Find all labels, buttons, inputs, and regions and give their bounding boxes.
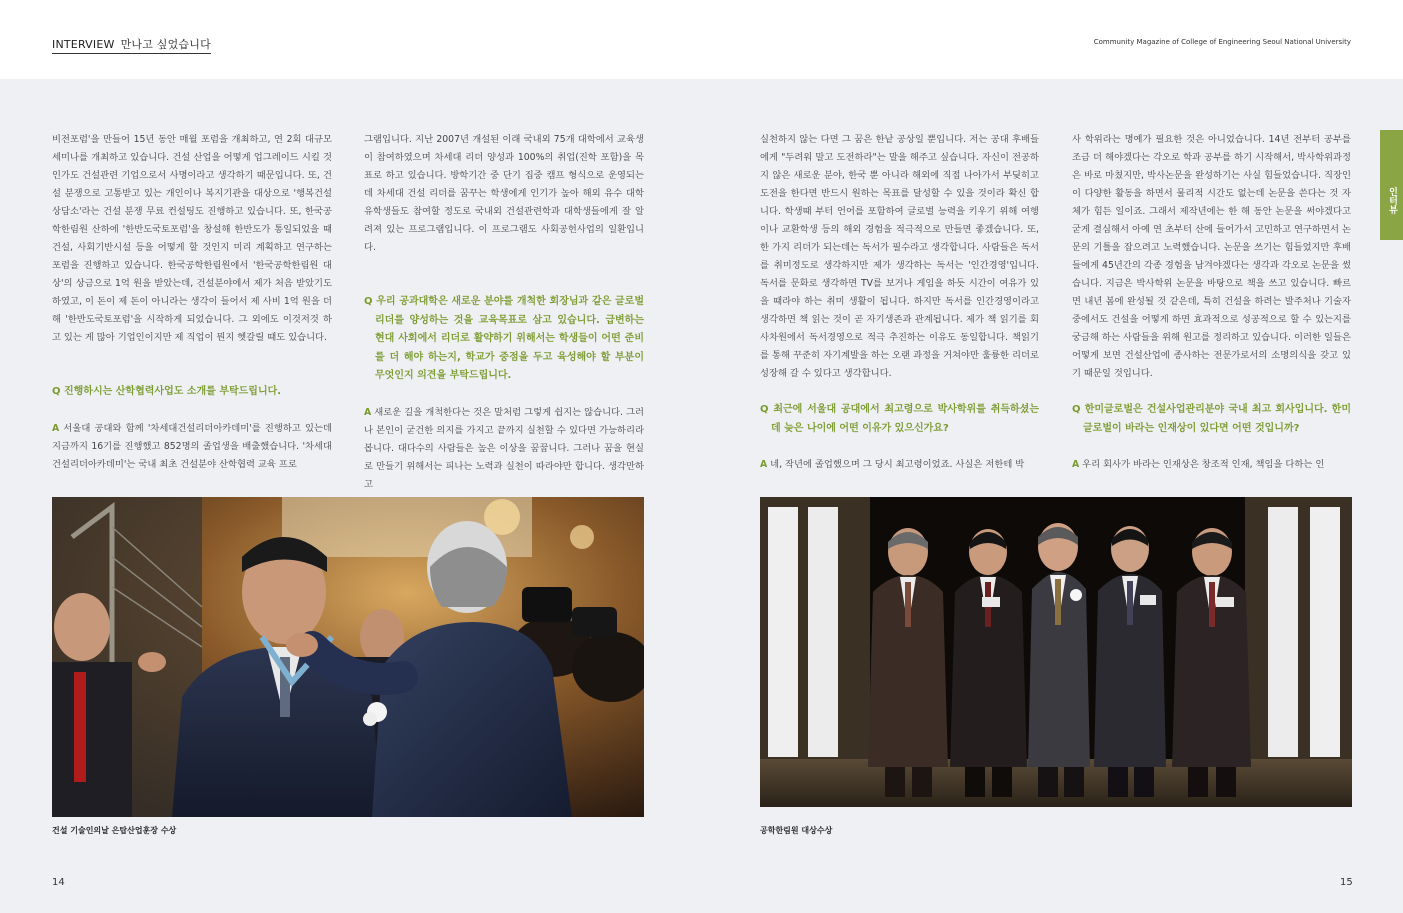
body-paragraph: 사 학위라는 명예가 필요한 것은 아니었습니다. 14년 전부터 공부를 조금 더 해야겠다는 각오로 학과 공부를 하기 시작해서, 박사학위과정은 바로 마쳤지만, 박사논문을 완성하기는 사실 힘들었습니다. 직장인이 다양한 활동을 하면서 물리적 시간도 없는데 논문을 쓴다는 것 자체가 힘든 일이죠. 그래서 제작년에는 한 해 동안 논문을 써야겠다고 굳게 결심해서 아예 연 초부터 산에 들어가서 고민하고 연구하면서 논문의 기틀을 잡으려고 노력했습니다. 논문을 쓰기는 힘들었지만 후배들에게 45년간의 각종 경험을 남겨야겠다는 생각과 각오로 논문을 썼습니다. 지금은 박사학위 논문을 바탕으로 책을 쓰고 있습니다. 빠르면 내년 봄에 완성될 것 같은데, 특히 건설을 하려는 발주처나 기술자 중에서도 건설을 어떻게 하면 효과적으로 성공적으로 할 수 있는지를 궁금해 하는 사람들을 위해 원고를 정리하고 있습니다. 이러한 일들은 어떻게 보면 건설산업에 종사하는 전문가로서의 소명의식을 갖고 있기 때문일 것입니다. [1072, 134, 1351, 379]
photo-caption-right: 공학한림원 대상수상 [760, 826, 833, 835]
text-column-3 [760, 131, 1039, 474]
answer-mark: A [364, 406, 372, 418]
answer [760, 456, 1039, 474]
answer-text: 새로운 길을 개척한다는 것은 말처럼 그렇게 쉽지는 않습니다. 그러나 본인이 굳건한 의지를 가지고 끝까지 실천할 수 있다면 가능하리라 봅니다. 대다수의 사람들은 높은 이상을 꿈꿉니다. 그러나 꿈을 현실로 만들기 위해서는 피나는 노력과 실천이 따라야만 합니다. 생각만하고 [364, 406, 644, 490]
page-number-right: 15 [1340, 877, 1353, 888]
answer [52, 420, 332, 474]
photo-medal-ceremony-image [52, 497, 644, 817]
answer-text: 서울대 공대와 함께 '차세대건설리더아카데미'를 진행하고 있는데 지금까지 16기를 진행했고 852명의 졸업생을 배출했습니다. '차세대건설리더아카데미'는 국내 최초 건설분야 산학협력 교육 프로 [52, 422, 332, 470]
photo-award-group-image [760, 497, 1352, 807]
answer-mark: A [1072, 459, 1080, 470]
answer-text: 우리 회사가 바라는 인재상은 창조적 인재, 책임을 다하는 인 [1079, 459, 1325, 470]
section-heading [52, 36, 211, 54]
body-paragraph: 그램입니다. 지난 2007년 개설된 이래 국내외 75개 대학에서 교육생이 참여하였으며 차세대 리더 양성과 100%의 취업(진학 포함)을 목표로 하고 있습니다. 방학기간 중 단기 집중 캠프 형식으로 운영되는데 차세대 건설 리더를 꿈꾸는 학생에게 인기가 높아 해외 유수 대학 유학생들도 참여할 정도로 국내외 건설관련학과 대학생들에게 잘 알려져 있는 프로그램입니다. 이 프로그램도 사회공헌사업의 일환입니다. [364, 134, 644, 253]
question: Q 우리 공과대학은 새로운 분야를 개척한 회장님과 같은 글로벌 리더를 양성하는 것을 교육목표로 삼고 있습니다. 급변하는 현대 사회에서 리더로 활약하기 위해서는 학생들이 어떤 준비를 더 해야 하는지, 학교가 중점을 두고 육성해야 할 부분이 무엇인지 의견을 부탁드립니다. [364, 296, 644, 381]
answer-text: 네, 작년에 졸업했으며 그 당시 최고령이었죠. 사실은 저한테 박 [767, 459, 1025, 470]
answer-mark: A [760, 459, 768, 470]
answer-mark: A [52, 422, 60, 434]
text-column-4 [1072, 131, 1351, 474]
section-label: INTERVIEW [52, 38, 115, 51]
page-number-left: 14 [52, 877, 65, 888]
body-paragraph: 비전포럼'을 만들어 15년 동안 매월 포럼을 개최하고, 연 2회 대규모 세미나를 개최하고 있습니다. 건설 산업을 어떻게 업그레이드 시킬 것인가도 건설관련 기업으로서 사명이라고 생각하기 때문입니다. 또, 건설 분쟁으로 고통받고 있는 개인이나 복지기관을 대상으로 '행복건설상담소'라는 건설 분쟁 무료 컨설팅도 진행하고 있습니다. 또, 한국공학한림원 산하에 '한반도국토포럼'을 창설해 한반도가 통일되었을 때 건설, 사회기반시설 등을 어떻게 할 것인지 미리 계획하고 연구하는 포럼을 진행하고 있습니다. 한국공학한림원에서 '한국공학한림원 대상'의 상금으로 1억 원을 받았는데, 건설분야에서 제가 처음 받았기도 하였고, 이 돈이 제 돈이 아니라는 생각이 들어서 제 사비 1억 원을 더해 '한반도국토포럼'을 시작하게 되었습니다. 그 외에도 이것저것 하고 있는 게 많아 기업인이지만 제 직업이 뭔지 헷갈릴 때도 있습니다. [52, 134, 332, 343]
body-paragraph: 실천하지 않는 다면 그 꿈은 한낱 공상일 뿐입니다. 저는 공대 후배들에게 "두려워 말고 도전하라"는 말을 해주고 싶습니다. 자신이 전공하지 않은 새로운 분야, 한국 뿐 아니라 해외에 직접 나아가서 부딪히고 도전을 한다면 반드시 원하는 목표를 달성할 수 있을 것이라 확신 합니다. 학생때 부터 언어를 포함하여 글로벌 능력을 키우기 위해 여행이나 교환학생 등의 해외 경험을 적극적으로 만들면 좋겠습니다. 또, 한 가지 리더가 되는데는 독서가 필수라고 생각합니다. 사람들은 독서를 취미정도로 생각하지만 제가 생각하는 독서는 '인간경영'입니다. 독서를 문화로 생각하면 TV를 보거나 게임을 하듯 시간이 여유가 있을 때라야 하는 취미 생활이 됩니다. 하지만 독서를 인간경영이라고 생각하면 책 읽는 것이 곧 자기생존과 관계됩니다. 제가 책 읽기를 회사차원에서 독서경영으로 적극 추진하는 이유도 동일합니다. 책읽기를 통해 꾸준히 자기계발을 하는 오랜 과정을 거쳐야만 훌륭한 리더로 성장해 갈 수 있다고 생각합니다. [760, 134, 1039, 379]
answer [364, 404, 644, 494]
question: Q 진행하시는 산학협력사업도 소개를 부탁드립니다. [52, 386, 282, 397]
page-header [0, 0, 1403, 79]
question: Q 최근에 서울대 공대에서 최고령으로 박사학위를 취득하셨는데 늦은 나이에 어떤 이유가 있으신가요? [760, 404, 1039, 434]
photo-caption-left: 건설 기술인의날 은탑산업훈장 수상 [52, 826, 177, 835]
text-column-2 [364, 131, 644, 494]
answer [1072, 456, 1351, 474]
photo-medal-ceremony [52, 497, 644, 817]
section-subtitle: 만나고 싶었습니다 [120, 38, 211, 51]
section-side-tab: 인터뷰 [1380, 130, 1403, 240]
question: Q 한미글로벌은 건설사업관리분야 국내 최고 회사입니다. 한미글로벌이 바라는 인재상이 있다면 어떤 것입니까? [1072, 404, 1351, 434]
text-column-1 [52, 131, 332, 474]
magazine-title: Community Magazine of College of Engineering Seoul National University [1093, 38, 1351, 46]
photo-award-group [760, 497, 1352, 807]
